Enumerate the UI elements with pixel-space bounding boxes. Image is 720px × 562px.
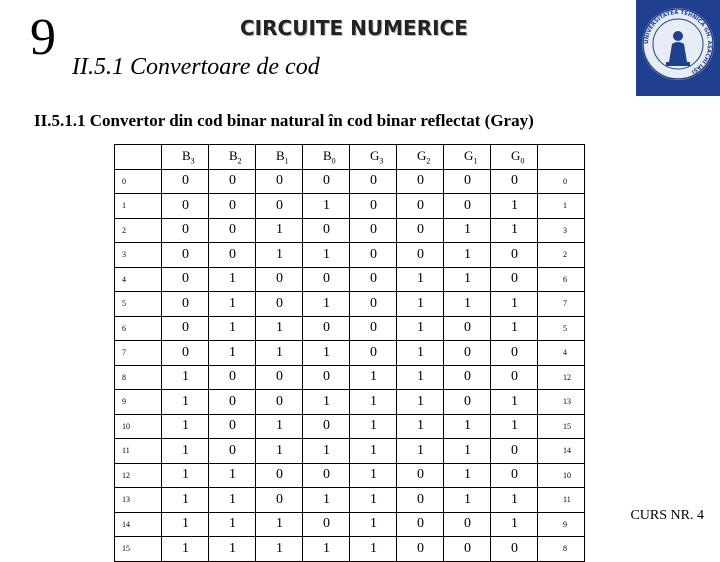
bit-cell: 0 — [444, 537, 491, 562]
bit-cell: 1 — [350, 488, 397, 513]
column-subscript: 0 — [520, 156, 525, 166]
bit-cell: 0 — [303, 169, 350, 194]
column-letter: B — [229, 147, 238, 163]
bit-cell: 0 — [303, 218, 350, 243]
bit-cell: 1 — [444, 439, 491, 464]
bit-cell: 0 — [256, 488, 303, 513]
bit-cell: 1 — [209, 341, 256, 366]
bit-cell: 0 — [491, 341, 538, 366]
table-row — [115, 243, 585, 268]
binary-decimal-cell: 15 — [115, 537, 162, 562]
bit-cell: 0 — [209, 243, 256, 268]
table-row — [115, 537, 585, 562]
bit-cell: 1 — [350, 390, 397, 415]
bit-cell: 0 — [209, 218, 256, 243]
section-title: II.5.1.1 Convertor din cod binar natural în cod binar reflectat (Gray) — [34, 111, 534, 130]
binary-decimal-cell: 3 — [115, 243, 162, 268]
bit-cell: 0 — [303, 463, 350, 488]
bit-cell: 0 — [256, 292, 303, 317]
column-letter: B — [276, 147, 285, 163]
table-row — [115, 390, 585, 415]
bit-cell: 0 — [209, 169, 256, 194]
bit-cell: 1 — [303, 537, 350, 562]
bit-cell: 1 — [209, 292, 256, 317]
bit-cell: 1 — [256, 316, 303, 341]
column-subscript: 3 — [379, 156, 384, 166]
column-subscript: 2 — [426, 156, 431, 166]
gray-decimal-cell: 11 — [538, 488, 585, 513]
chapter-subtitle: II.5.1 Convertoare de cod — [72, 54, 320, 80]
bit-cell: 0 — [397, 463, 444, 488]
bit-cell: 0 — [397, 512, 444, 537]
table-header-row — [115, 145, 585, 170]
column-subscript: 1 — [473, 156, 478, 166]
binary-decimal-cell: 0 — [115, 169, 162, 194]
bit-cell: 1 — [209, 488, 256, 513]
gray-code-truth-table — [114, 144, 585, 562]
binary-decimal-cell: 7 — [115, 341, 162, 366]
bit-cell: 1 — [256, 439, 303, 464]
bit-cell: 1 — [162, 365, 209, 390]
bit-cell: 1 — [397, 390, 444, 415]
bit-cell: 0 — [303, 414, 350, 439]
gray-decimal-cell: 4 — [538, 341, 585, 366]
table-row — [115, 316, 585, 341]
gray-decimal-cell: 7 — [538, 292, 585, 317]
bit-cell: 1 — [491, 390, 538, 415]
bit-cell: 1 — [256, 512, 303, 537]
table-row — [115, 512, 585, 537]
bit-cell: 0 — [162, 243, 209, 268]
column-letter: G — [417, 147, 427, 163]
bit-cell: 0 — [397, 488, 444, 513]
bit-cell: 1 — [397, 267, 444, 292]
bit-cell: 0 — [350, 316, 397, 341]
bit-cell: 1 — [491, 194, 538, 219]
bit-cell: 0 — [397, 243, 444, 268]
bit-cell: 0 — [397, 194, 444, 219]
bit-cell: 0 — [256, 390, 303, 415]
bit-cell: 0 — [256, 169, 303, 194]
bit-cell: 1 — [162, 439, 209, 464]
bit-cell: 0 — [350, 267, 397, 292]
gray-decimal-cell: 12 — [538, 365, 585, 390]
column-header — [209, 145, 256, 170]
table-row — [115, 169, 585, 194]
bit-cell: 0 — [491, 365, 538, 390]
table-row — [115, 463, 585, 488]
bit-cell: 1 — [209, 267, 256, 292]
header-blank-cell — [538, 145, 585, 170]
bit-cell: 1 — [444, 488, 491, 513]
bit-cell: 0 — [162, 218, 209, 243]
binary-decimal-cell: 8 — [115, 365, 162, 390]
bit-cell: 0 — [444, 512, 491, 537]
column-header — [491, 145, 538, 170]
bit-cell: 0 — [162, 292, 209, 317]
bit-cell: 1 — [162, 463, 209, 488]
column-letter: G — [370, 147, 380, 163]
gray-decimal-cell: 13 — [538, 390, 585, 415]
bit-cell: 1 — [491, 218, 538, 243]
bit-cell: 1 — [444, 292, 491, 317]
table-row — [115, 341, 585, 366]
bit-cell: 1 — [350, 512, 397, 537]
bit-cell: 0 — [491, 243, 538, 268]
bit-cell: 1 — [397, 414, 444, 439]
bit-cell: 1 — [162, 512, 209, 537]
bit-cell: 0 — [350, 243, 397, 268]
bit-cell: 0 — [256, 267, 303, 292]
table-body — [115, 169, 585, 561]
bit-cell: 1 — [491, 316, 538, 341]
bit-cell: 1 — [256, 243, 303, 268]
table-row — [115, 365, 585, 390]
bit-cell: 1 — [350, 537, 397, 562]
bit-cell: 0 — [256, 194, 303, 219]
bit-cell: 0 — [397, 537, 444, 562]
bit-cell: 0 — [162, 316, 209, 341]
bit-cell: 0 — [491, 169, 538, 194]
binary-decimal-cell: 5 — [115, 292, 162, 317]
bit-cell: 0 — [209, 365, 256, 390]
column-letter: B — [182, 147, 191, 163]
bit-cell: 0 — [397, 169, 444, 194]
bit-cell: 1 — [444, 218, 491, 243]
bit-cell: 0 — [491, 537, 538, 562]
bit-cell: 1 — [209, 537, 256, 562]
bit-cell: 0 — [209, 414, 256, 439]
bit-cell: 1 — [491, 512, 538, 537]
bit-cell: 1 — [256, 414, 303, 439]
bit-cell: 1 — [491, 414, 538, 439]
bit-cell: 0 — [162, 169, 209, 194]
bit-cell: 0 — [209, 439, 256, 464]
bit-cell: 0 — [350, 169, 397, 194]
bit-cell: 0 — [444, 341, 491, 366]
bit-cell: 0 — [350, 194, 397, 219]
column-header — [256, 145, 303, 170]
column-subscript: 3 — [190, 156, 195, 166]
binary-decimal-cell: 4 — [115, 267, 162, 292]
bit-cell: 0 — [491, 439, 538, 464]
table-row — [115, 414, 585, 439]
bit-cell: 1 — [162, 390, 209, 415]
bit-cell: 1 — [256, 537, 303, 562]
bit-cell: 0 — [444, 365, 491, 390]
bit-cell: 0 — [162, 267, 209, 292]
binary-decimal-cell: 12 — [115, 463, 162, 488]
gray-decimal-cell: 0 — [538, 169, 585, 194]
gray-decimal-cell: 5 — [538, 316, 585, 341]
binary-decimal-cell: 1 — [115, 194, 162, 219]
bit-cell: 1 — [350, 365, 397, 390]
bit-cell: 0 — [162, 341, 209, 366]
bit-cell: 1 — [303, 243, 350, 268]
bit-cell: 0 — [397, 218, 444, 243]
bit-cell: 1 — [444, 243, 491, 268]
bit-cell: 1 — [209, 512, 256, 537]
gray-decimal-cell: 3 — [538, 218, 585, 243]
bit-cell: 0 — [491, 463, 538, 488]
bit-cell: 0 — [444, 169, 491, 194]
table-row — [115, 218, 585, 243]
column-subscript: 0 — [331, 156, 336, 166]
column-subscript: 1 — [284, 156, 289, 166]
binary-decimal-cell: 11 — [115, 439, 162, 464]
gray-decimal-cell: 8 — [538, 537, 585, 562]
university-logo — [636, 0, 720, 96]
header-corner-cell — [115, 145, 162, 170]
binary-decimal-cell: 13 — [115, 488, 162, 513]
bit-cell: 1 — [397, 341, 444, 366]
column-subscript: 2 — [237, 156, 242, 166]
bit-cell: 0 — [491, 267, 538, 292]
binary-decimal-cell: 10 — [115, 414, 162, 439]
column-header — [350, 145, 397, 170]
binary-decimal-cell: 6 — [115, 316, 162, 341]
bit-cell: 1 — [444, 267, 491, 292]
bit-cell: 0 — [350, 341, 397, 366]
gray-decimal-cell: 9 — [538, 512, 585, 537]
bit-cell: 1 — [209, 316, 256, 341]
column-header — [444, 145, 491, 170]
bit-cell: 1 — [491, 292, 538, 317]
column-header — [162, 145, 209, 170]
table-row — [115, 194, 585, 219]
bit-cell: 1 — [444, 463, 491, 488]
bit-cell: 1 — [256, 341, 303, 366]
gray-decimal-cell: 2 — [538, 243, 585, 268]
bit-cell: 1 — [397, 292, 444, 317]
bit-cell: 0 — [444, 194, 491, 219]
bit-cell: 1 — [350, 414, 397, 439]
course-number-footer: CURS NR. 4 — [630, 508, 704, 523]
seal-text: UNIVERSITATEA TEHNICĂ GH. ASACHI IAŞI — [643, 9, 713, 75]
bit-cell: 1 — [209, 463, 256, 488]
gray-decimal-cell: 10 — [538, 463, 585, 488]
column-header — [303, 145, 350, 170]
table-row — [115, 439, 585, 464]
column-letter: B — [323, 147, 332, 163]
bit-cell: 1 — [303, 292, 350, 317]
bit-cell: 0 — [162, 194, 209, 219]
bit-cell: 1 — [350, 463, 397, 488]
table-row — [115, 267, 585, 292]
gray-decimal-cell: 1 — [538, 194, 585, 219]
column-letter: G — [464, 147, 474, 163]
bit-cell: 1 — [303, 488, 350, 513]
bit-cell: 0 — [303, 365, 350, 390]
bit-cell: 1 — [397, 316, 444, 341]
bit-cell: 1 — [303, 341, 350, 366]
bit-cell: 1 — [397, 439, 444, 464]
bit-cell: 0 — [350, 218, 397, 243]
column-letter: G — [511, 147, 521, 163]
table-row — [115, 488, 585, 513]
bit-cell: 1 — [397, 365, 444, 390]
bit-cell: 1 — [303, 390, 350, 415]
binary-decimal-cell: 2 — [115, 218, 162, 243]
binary-decimal-cell: 9 — [115, 390, 162, 415]
course-title: CIRCUITE NUMERICE — [240, 16, 468, 40]
bit-cell: 0 — [303, 316, 350, 341]
bit-cell: 1 — [162, 488, 209, 513]
gray-decimal-cell: 6 — [538, 267, 585, 292]
bit-cell: 0 — [209, 390, 256, 415]
bit-cell: 0 — [444, 316, 491, 341]
bit-cell: 1 — [303, 439, 350, 464]
bit-cell: 1 — [162, 537, 209, 562]
column-header — [397, 145, 444, 170]
bit-cell: 0 — [303, 267, 350, 292]
bit-cell: 0 — [350, 292, 397, 317]
bit-cell: 0 — [303, 512, 350, 537]
gray-decimal-cell: 14 — [538, 439, 585, 464]
table-row — [115, 292, 585, 317]
gray-decimal-cell: 15 — [538, 414, 585, 439]
bit-cell: 1 — [444, 414, 491, 439]
bit-cell: 0 — [209, 194, 256, 219]
bit-cell: 0 — [256, 365, 303, 390]
slide-number: 9 — [30, 9, 56, 66]
binary-decimal-cell: 14 — [115, 512, 162, 537]
bit-cell: 1 — [256, 218, 303, 243]
bit-cell: 1 — [162, 414, 209, 439]
university-seal-icon — [636, 0, 720, 96]
bit-cell: 1 — [491, 488, 538, 513]
bit-cell: 1 — [303, 194, 350, 219]
bit-cell: 1 — [350, 439, 397, 464]
bit-cell: 0 — [444, 390, 491, 415]
bit-cell: 0 — [256, 463, 303, 488]
